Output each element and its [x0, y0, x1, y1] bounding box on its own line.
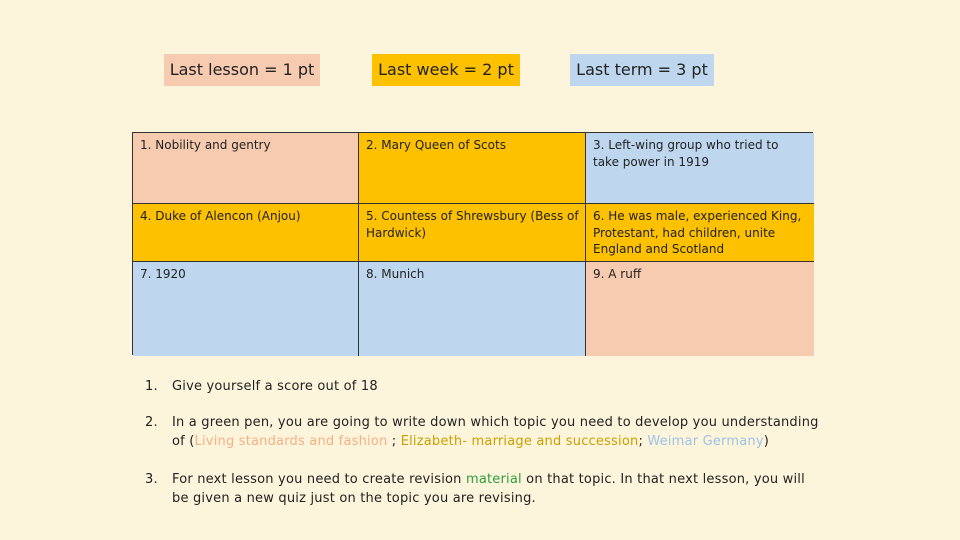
task-number: 1.: [145, 379, 158, 394]
task-text-part: For next lesson you need to create revision: [172, 472, 466, 487]
answer-cell-4: 4. Duke of Alencon (Anjou): [133, 204, 359, 262]
task-item-2: [145, 413, 825, 451]
task-text-part: on that topic. In that next lesson, you will be given a new quiz just on the topic you are revising.: [172, 472, 805, 506]
answer-cell-5: 5. Countess of Shrewsbury (Bess of Hardwick): [359, 204, 586, 262]
task-item-1: [145, 377, 825, 396]
legend-last-lesson: Last lesson = 1 pt: [164, 54, 320, 86]
task-text: Give yourself a score out of 18: [172, 379, 378, 394]
quiz-answer-grid: [132, 132, 813, 355]
task-text-part: ;: [638, 434, 648, 449]
task-item-3: [145, 470, 825, 508]
answer-cell-8: 8. Munich: [359, 262, 586, 356]
answer-cell-2: 2. Mary Queen of Scots: [359, 133, 586, 204]
answer-cell-9: 9. A ruff: [586, 262, 814, 356]
task-text-part: In a green pen, you are going to write down which topic you need to develop you understanding of (: [172, 415, 819, 449]
task-number: 2.: [145, 415, 158, 430]
answer-cell-7: 7. 1920: [133, 262, 359, 356]
legend-last-term: Last term = 3 pt: [570, 54, 714, 86]
task-text: [172, 413, 825, 451]
task-text: [172, 470, 825, 508]
answer-cell-3: 3. Left-wing group who tried to take power in 1919: [586, 133, 814, 204]
legend-last-week: Last week = 2 pt: [372, 54, 520, 86]
task-number: 3.: [145, 472, 158, 487]
topic-elizabeth-marriage: Elizabeth- marriage and succession: [400, 434, 639, 449]
task-text-part: ;: [387, 434, 401, 449]
topic-weimar-germany: Weimar Germany: [647, 434, 764, 449]
task-text-part: ): [763, 434, 770, 449]
topic-living-standards: Living standards and fashion: [194, 434, 388, 449]
highlight-material: material: [465, 472, 522, 487]
answer-cell-6: 6. He was male, experienced King, Protestant, had children, unite England and Scotland: [586, 204, 814, 262]
answer-cell-1: 1. Nobility and gentry: [133, 133, 359, 204]
